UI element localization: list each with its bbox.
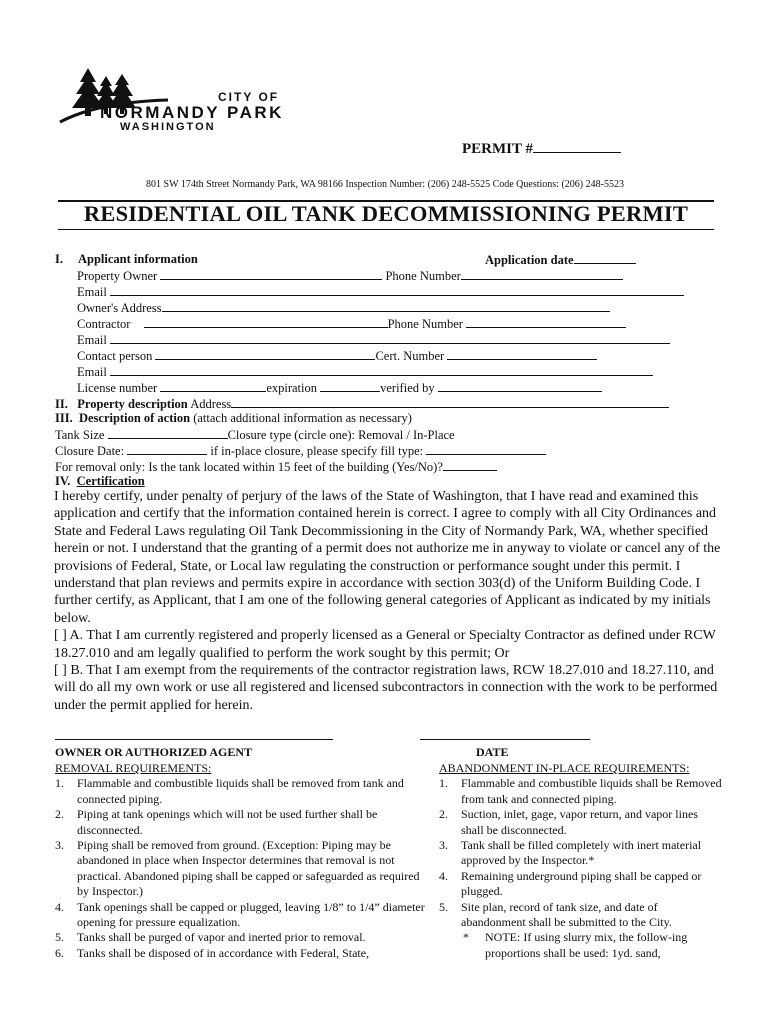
permit-number-label: PERMIT #: [462, 141, 533, 157]
list-item: * NOTE: If using slurry mix, the follow-ing proportions shall be used: 1yd. sand,: [463, 930, 688, 960]
contact-person-field[interactable]: [155, 348, 375, 360]
owner-email-label: Email: [77, 285, 107, 299]
removal-requirements: [55, 761, 427, 961]
license-row: [77, 380, 602, 395]
section-2-heading: Property description: [77, 397, 188, 411]
logo-washington: WASHINGTON: [120, 121, 216, 133]
contractor-label: Contractor: [77, 317, 131, 331]
removal-only-row: [55, 459, 497, 474]
contact-email-label: Email: [77, 365, 107, 379]
expiration-field[interactable]: [320, 380, 380, 392]
section-3-row: [55, 411, 412, 425]
city-address: 801 SW 174th Street Normandy Park, WA 98166 Inspection Number: (206) 248-5525 Code Questions: (206) 248-5523: [146, 179, 624, 190]
contact-email-row: [77, 364, 653, 379]
certification-text: [54, 488, 726, 714]
section-4-heading: Certification: [76, 474, 145, 488]
property-owner-label: Property Owner: [77, 269, 158, 283]
owner-signature-line[interactable]: [55, 739, 333, 740]
title-underline: [58, 229, 714, 230]
list-item: 6. Tanks shall be disposed of in accordance with Federal, State,: [55, 945, 370, 960]
section-1-roman: I.: [55, 252, 63, 266]
contractor-field[interactable]: [144, 316, 388, 328]
verified-by-label: verified by: [380, 381, 435, 395]
property-address-label: Address: [190, 397, 232, 411]
page-title: RESIDENTIAL OIL TANK DECOMMISSIONING PERMIT: [83, 201, 689, 226]
closure-type-label: Closure type (circle one): Removal / In-Place: [227, 428, 455, 442]
tank-size-field[interactable]: [108, 427, 228, 439]
cert-number-field[interactable]: [447, 348, 597, 360]
section-3-note: (attach additional information as necessary): [193, 411, 412, 425]
contractor-email-field[interactable]: [110, 332, 670, 344]
date-signature-line[interactable]: [420, 739, 590, 740]
section-3-heading: Description of action: [78, 411, 191, 425]
owner-email-field[interactable]: [110, 284, 684, 296]
application-date-label: Application date: [485, 253, 574, 267]
list-item: 4. Tank openings shall be capped or plugged, leaving 1/8” to 1/4” diameter opening for pressure equalization.: [55, 899, 425, 930]
section-2-row: [55, 396, 669, 411]
logo-city-of: CITY OF: [218, 90, 280, 104]
application-date: [485, 252, 636, 267]
contractor-row: [77, 316, 626, 331]
closure-date-field[interactable]: [127, 443, 207, 455]
contact-person-row: [77, 348, 597, 363]
abandonment-requirements: [439, 761, 723, 961]
owner-phone-field[interactable]: [461, 268, 623, 280]
list-item: 5. Site plan, record of tank size, and date of abandonment shall be submitted to the City.: [439, 899, 672, 930]
owner-agent-label: OWNER OR AUTHORIZED AGENT: [55, 745, 253, 759]
contact-email-field[interactable]: [110, 364, 653, 376]
contractor-email-label: Email: [77, 333, 107, 347]
closure-date-label: Closure Date:: [55, 444, 125, 458]
list-item: 1. Flammable and combustible liquids shall be Removed from tank and connected piping.: [439, 776, 722, 806]
contractor-email-row: [77, 332, 670, 347]
list-item: 3. Tank shall be filled completely with inert material approved by the Inspector.*: [439, 838, 702, 868]
option-a-paragraph: [ ] A. That I am currently registered and properly licensed as a General or Specialty Contractor as defined under RCW 18.27.010 and am legally qualified to perform the work sought by this permit; Or: [54, 628, 716, 661]
option-b-paragraph: [ ] B. That I am exempt from the requirements of the contractor registration laws, RCW 18.27.010 and 18.27.110, and will do all my own work or use all registered and licensed subcontractors in connection with the work to be performed under the permit applied for herein.: [54, 663, 718, 713]
section-4-roman: IV.: [55, 474, 71, 488]
cert-number-label: Cert. Number: [375, 349, 445, 363]
fill-type-label: if in-place closure, please specify fill type:: [210, 444, 424, 458]
list-item: 5. Tanks shall be purged of vapor and inerted prior to removal.: [55, 930, 366, 945]
contractor-phone-label: Phone Number: [387, 317, 463, 331]
city-logo: [58, 66, 318, 136]
closure-date-row: [55, 443, 546, 458]
tank-size-row: [55, 427, 455, 442]
abandonment-heading: ABANDONMENT IN-PLACE REQUIREMENTS:: [439, 761, 690, 775]
expiration-label: expiration: [266, 381, 317, 395]
permit-number-field[interactable]: [533, 139, 621, 153]
list-item: 3. Piping shall be removed from ground. (Exception: Piping may be abandoned in place when Inspector determines that removal is not practical. Abandoned piping shall be capped or safeguarded as required by Inspector.): [55, 838, 420, 899]
logo-normandy-park: NORMANDY PARK: [100, 103, 284, 122]
property-owner-field[interactable]: [160, 268, 382, 280]
license-number-field[interactable]: [160, 380, 266, 392]
property-owner-row: [77, 268, 623, 283]
section-2-roman: II.: [55, 397, 68, 411]
removal-only-label: For removal only: Is the tank located within 15 feet of the building (Yes/No)?: [55, 460, 443, 474]
owner-phone-label: Phone Number: [385, 269, 461, 283]
section-1-heading: Applicant information: [78, 252, 198, 266]
list-item: 2. Piping at tank openings which will not be used further shall be disconnected.: [55, 807, 378, 837]
list-item: 4. Remaining underground piping shall be capped or plugged.: [439, 868, 702, 899]
list-item: 2. Suction, inlet, gage, vapor return, and vapor lines shall be disconnected.: [439, 807, 698, 837]
application-date-field[interactable]: [574, 252, 636, 264]
fill-type-field[interactable]: [426, 443, 546, 455]
list-item: 1. Flammable and combustible liquids shall be removed from tank and connected piping.: [55, 776, 404, 806]
owner-email-row: [77, 284, 684, 299]
contact-person-label: Contact person: [77, 349, 153, 363]
tank-size-label: Tank Size: [55, 428, 105, 442]
certification-paragraph: I hereby certify, under penalty of perjury of the laws of the State of Washington, that I have read and examined this application and certify that the information contained herein is correct. I agree to comply with all City Ordinances and State and Federal Laws regulating Oil Tank Decommissioning in the City of Normandy Park, WA, whether specified herein or not. I understand that the granting of a permit does not authorize me in anyway to violate or cancel any of the provisions of Federal, State, or Local law regulating the construction or performance sought under this permit. I understand that plan reviews and permits expire in accordance with section 303(d) of the Uniform Building Code. I further certify, as Applicant, that I am one of the following general categories of Applicant as indicated by my initials below.: [54, 489, 721, 626]
section-3-roman: III.: [55, 411, 73, 425]
permit-number: [462, 139, 621, 158]
owners-address-label: Owner's Address: [77, 301, 162, 315]
removal-only-field[interactable]: [443, 459, 497, 471]
removal-heading: REMOVAL REQUIREMENTS:: [55, 761, 212, 775]
section-4-row: [55, 474, 145, 488]
contractor-phone-field[interactable]: [466, 316, 626, 328]
date-label: DATE: [476, 745, 509, 759]
owners-address-row: [77, 300, 610, 315]
license-number-label: License number: [77, 381, 158, 395]
verified-by-field[interactable]: [438, 380, 602, 392]
owners-address-field[interactable]: [162, 300, 610, 312]
property-address-field[interactable]: [231, 396, 669, 408]
